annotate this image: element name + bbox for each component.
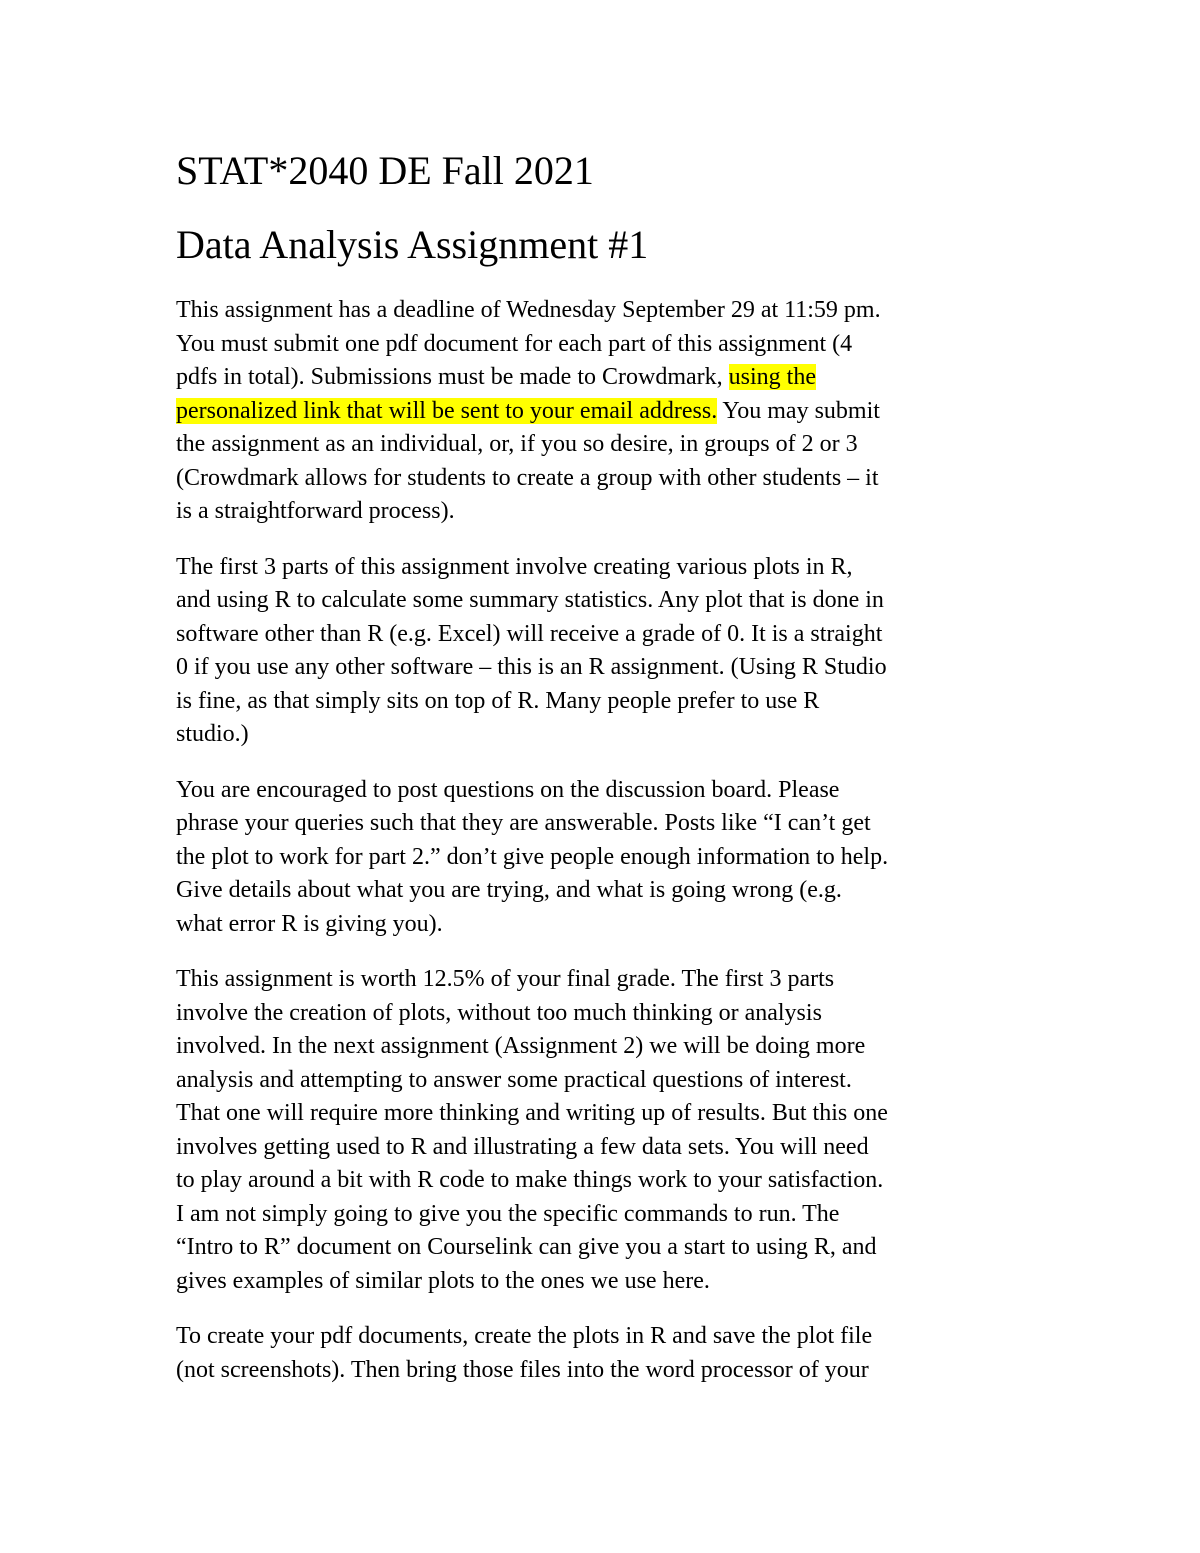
text-line: (Crowdmark allows for students to create a group with other students – it [176,464,879,491]
text-line: involves getting used to R and illustrating a few data sets. You will need [176,1133,869,1160]
text-line: studio.) [176,721,249,747]
highlighted-text: personalized link that will be sent to your email address. [176,397,718,424]
text-line: You are encouraged to post questions on the discussion board. Please [176,776,840,803]
text-line: analysis and attempting to answer some practical questions of interest. [176,1066,852,1093]
text-line: This assignment has a deadline of Wednesday September 29 at 11:59 pm. [176,297,881,323]
text-line [176,361,1026,395]
text-line: That one will require more thinking and writing up of results. But this one [176,1100,888,1126]
text-line: This assignment is worth 12.5% of your final grade. The first 3 parts [176,966,835,992]
text-line: (not screenshots). Then bring those files into the word processor of your [176,1356,869,1383]
document-title: STAT*2040 DE Fall 2021 [176,148,594,193]
text-run: You may submit [717,397,880,424]
text-line: to play around a bit with R code to make things work to your satisfaction. [176,1167,884,1193]
text-line: what error R is giving you). [176,910,443,937]
text-line: the plot to work for part 2.” don’t give people enough information to help. [176,843,889,870]
paragraph-grade-weight [176,963,1026,1298]
text-line: the assignment as an individual, or, if you so desire, in groups of 2 or 3 [176,431,858,457]
text-line: To create your pdf documents, create the plots in R and save the plot file [176,1323,873,1349]
text-line: The first 3 parts of this assignment involve creating various plots in R, [176,553,853,580]
paragraph-discussion-board [176,774,1026,942]
text-line: involved. In the next assignment (Assignment 2) we will be doing more [176,1033,866,1059]
text-line: Give details about what you are trying, and what is going wrong (e.g. [176,877,842,903]
text-line [176,395,1026,429]
paragraph-plots-in-r [176,551,1026,752]
text-line: gives examples of similar plots to the ones we use here. [176,1267,710,1294]
paragraph-deadline [176,294,1026,529]
document-page [176,148,1026,1409]
paragraph-pdf-instructions [176,1320,1026,1387]
text-line: involve the creation of plots, without too much thinking or analysis [176,999,822,1026]
text-line: software other than R (e.g. Excel) will receive a grade of 0. It is a straight [176,620,883,647]
text-run: pdfs in total). Submissions must be made to Crowdmark, [176,364,729,390]
document-subtitle: Data Analysis Assignment #1 [176,222,649,267]
text-line: 0 if you use any other software – this is an R assignment. (Using R Studio [176,654,887,680]
text-line: phrase your queries such that they are answerable. Posts like “I can’t get [176,810,871,836]
text-line: You must submit one pdf document for each part of this assignment (4 [176,330,853,357]
text-line: is a straightforward process). [176,498,455,524]
text-line: I am not simply going to give you the specific commands to run. The [176,1200,840,1227]
text-line: and using R to calculate some summary statistics. Any plot that is done in [176,587,884,613]
text-line: is fine, as that simply sits on top of R. Many people prefer to use R [176,687,820,714]
text-line: “Intro to R” document on Courselink can give you a start to using R, and [176,1234,877,1260]
highlighted-text: using the [728,364,816,390]
